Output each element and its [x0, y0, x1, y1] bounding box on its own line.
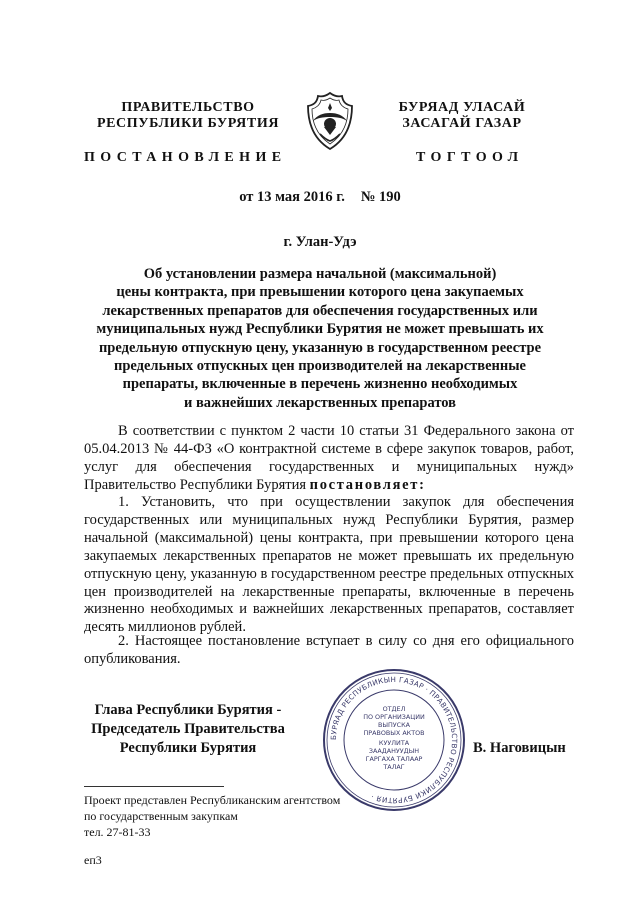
date-line	[0, 189, 640, 206]
footer-line: по государственным закупкам	[84, 809, 238, 823]
issuer-bur-line1: БУРЯАД УЛАСАЙ	[398, 100, 526, 115]
issuer-bur-line2: ЗАСАГАЙ ГАЗАР	[402, 116, 522, 131]
issuer-ru-line1: ПРАВИТЕЛЬСТВО	[121, 100, 255, 115]
stamp-line: ТАЛАГ	[383, 763, 405, 771]
stamp-line: ПРАВОВЫХ АКТОВ	[363, 729, 425, 737]
signatory-title-line: Председатель Правительства	[91, 721, 285, 737]
official-stamp-icon	[320, 666, 468, 814]
title-line: цены контракта, при превышении которого цена закупаемых	[116, 284, 524, 301]
coat-of-arms-icon	[303, 91, 357, 151]
preamble-paragraph	[84, 423, 574, 495]
doc-kind-bur: ТОГТООЛ	[416, 150, 524, 165]
stamp-line: ГАРГАХА ТАЛААР	[365, 755, 423, 763]
stamp-line: ПО ОРГАНИЗАЦИИ	[363, 713, 425, 721]
title-line: Об установлении размера начальной (максимальной)	[143, 266, 497, 282]
doc-kind-ru: ПОСТАНОВЛЕНИЕ	[84, 150, 287, 165]
stamp-line: ЗААДАНУУДЫН	[368, 747, 420, 755]
title-line: муниципальных нужд Республики Бурятия не может превышать их	[96, 321, 544, 338]
footer-phone: тел. 27-81-33	[84, 825, 151, 839]
title-line: и важнейших лекарственных препаратов	[184, 394, 456, 411]
decree-title	[90, 265, 550, 412]
footer-note	[84, 792, 340, 840]
clause-2: 2. Настоящее постановление вступает в силу со дня его официального опубликования.	[84, 633, 574, 667]
signatory-name: В. Наговицын	[473, 740, 566, 756]
issuer-ru-line2: РЕСПУБЛИКИ БУРЯТИЯ	[96, 116, 280, 131]
issuer-bur	[382, 100, 542, 132]
stamp-ring-text: БУРЯАД РЕСПУБЛИКЫН ГАЗАР · ПРАВИТЕЛЬСТВО РЕСПУБЛИКИ БУРЯТИЯ ·	[328, 674, 460, 806]
stamp-line: ВЫПУСКА	[377, 721, 411, 729]
footer-line: Проект представлен Республиканским агентством	[84, 793, 341, 807]
signatory-title	[84, 701, 292, 758]
stamp-line: ОТДЕЛ	[382, 705, 406, 713]
resolves-word: постановляет:	[309, 476, 426, 493]
stamp-line: КУУЛИТА	[378, 739, 410, 747]
document-code: еп3	[84, 853, 102, 867]
title-line: предельных отпускных цен производителей на лекарственные	[114, 358, 526, 375]
signatory-title-line: Республики Бурятия	[119, 740, 257, 756]
city: г. Улан-Удэ	[283, 234, 357, 250]
footer-divider	[84, 786, 224, 787]
title-line: лекарственных препаратов для обеспечения государственных или	[102, 302, 538, 319]
clause-1: 1. Установить, что при осуществлении закупок для обеспечения государственных или муниципальных нужд Республики Бурятия, размер начальной (максимальной) цены контракта, при превышении которого цена закупаемых лекарственных препаратов не может превышать их предельную отпускную цену, указанную в государственном реестре предельных отпускных цен производителей на лекарственные препараты, включенные в перечень жизненно необходимых и важнейших лекарственных препаратов, составляет десять миллионов рублей.	[84, 494, 574, 636]
issuer-ru	[92, 100, 284, 132]
decree-date: от 13 мая 2016 г.	[239, 189, 345, 205]
preamble-text: В соответствии с пунктом 2 части 10 статьи 31 Федерального закона от 05.04.2013 № 44-ФЗ «О контрактной системе в сфере закупок товаров, работ, услуг для обеспечения государственных и муниципальных нужд» Правительство Республики Бурятия	[84, 423, 574, 493]
title-line: предельную отпускную цену, указанную в государственном реестре	[98, 339, 542, 356]
decree-number: № 190	[360, 189, 401, 205]
title-line: препараты, включенные в перечень жизненно необходимых	[122, 376, 518, 393]
signatory-title-line: Глава Республики Бурятия -	[94, 702, 282, 718]
